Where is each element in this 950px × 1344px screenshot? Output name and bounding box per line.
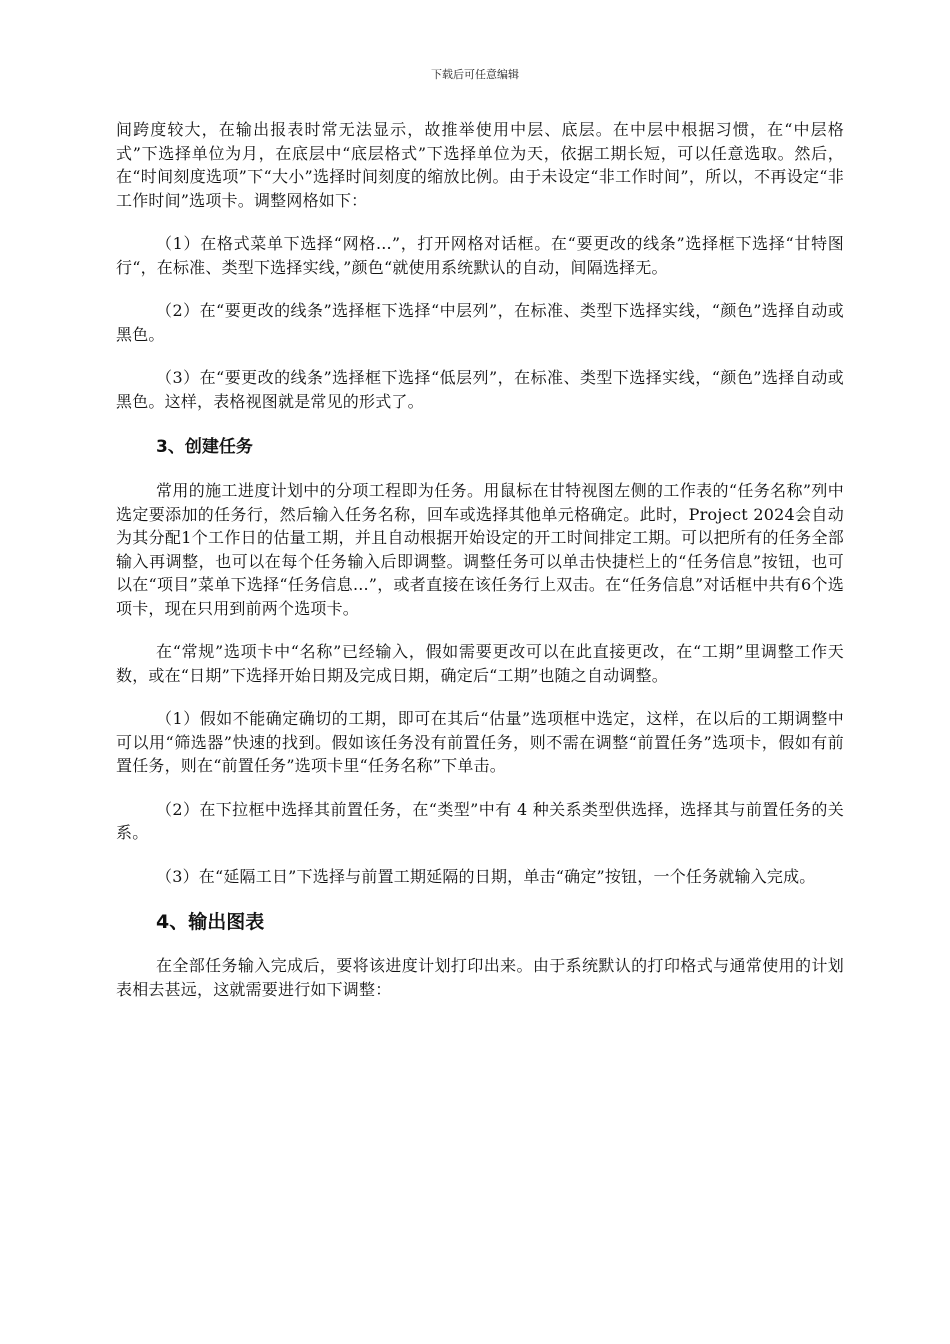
paragraph-grid-step-3: （3）在“要更改的线条”选择框下选择“低层列”，在标准、类型下选择实线，“颜色”选择自动或黑色。这样，表格视图就是常见的形式了。: [116, 368, 844, 411]
document-body: [116, 118, 844, 1001]
paragraph-create-tasks: 常用的施工进度计划中的分项工程即为任务。用鼠标在甘特视图左侧的工作表的“任务名称”列中选定要添加的任务行，然后输入任务名称，回车或选择其他单元格确定。此时，Project 2024会自动为其分配1个工作日的估量工期，并且自动根据开始设定的开工时间排定工期。可以把所有的任务全部输入再调整，也可以在每个任务输入后即调整。调整任务可以单击快捷栏上的“任务信息”按钮，也可以在“项目”菜单下选择“任务信息...”，或者直接在该任务行上双击。在“任务信息”对话框中共有6个选项卡，现在只用到前两个选项卡。: [116, 481, 844, 618]
paragraph-task-step-3: （3）在“延隔工日”下选择与前置工期延隔的日期，单击“确定”按钮，一个任务就输入完成。: [156, 866, 816, 886]
paragraph-general-tab: 在“常规”选项卡中“名称”已经输入，假如需要更改可以在此直接更改，在“工期”里调整工作天数，或在“日期”下选择开始日期及完成日期，确定后“工期”也随之自动调整。: [116, 642, 844, 685]
paragraph-task-step-1: （1）假如不能确定确切的工期，即可在其后“估量”选项框中选定，这样，在以后的工期调整中可以用“筛选器”快速的找到。假如该任务没有前置任务，则不需在调整“前置任务”选项卡，假如有前置任务，则在“前置任务”选项卡里“任务名称”下单击。: [116, 709, 844, 775]
section-heading-output-charts: 4、输出图表: [156, 911, 265, 933]
paragraph-task-step-2: （2）在下拉框中选择其前置任务，在“类型”中有 4 种关系类型供选择，选择其与前置任务的关系。: [116, 799, 844, 842]
page-header-note: 下载后可任意编辑: [431, 68, 519, 81]
paragraph-grid-step-1: （1）在格式菜单下选择“网格...”，打开网格对话框。在“要更改的线条”选择框下选择“甘特图行“，在标准、类型下选择实线，”颜色“就使用系统默认的自动，间隔选择无。: [116, 234, 844, 277]
section-heading-create-tasks: 3、创建任务: [156, 437, 253, 457]
paragraph-output-charts: 在全部任务输入完成后，要将该进度计划打印出来。由于系统默认的打印格式与通常使用的计划表相去甚远，这就需要进行如下调整：: [116, 956, 844, 999]
paragraph-timescale: 间跨度较大，在输出报表时常无法显示，故推举使用中层、底层。在中层中根据习惯，在“中层格式”下选择单位为月，在底层中“底层格式”下选择单位为天，依据工期长短，可以任意选取。然后，在“时间刻度选项”下“大小”选择时间刻度的缩放比例。由于未设定“非工作时间”，所以，不再设定“非工作时间”选项卡。调整网格如下：: [116, 120, 844, 210]
paragraph-grid-step-2: （2）在“要更改的线条”选择框下选择“中层列”，在标准、类型下选择实线，“颜色”选择自动或黑色。: [116, 301, 844, 344]
